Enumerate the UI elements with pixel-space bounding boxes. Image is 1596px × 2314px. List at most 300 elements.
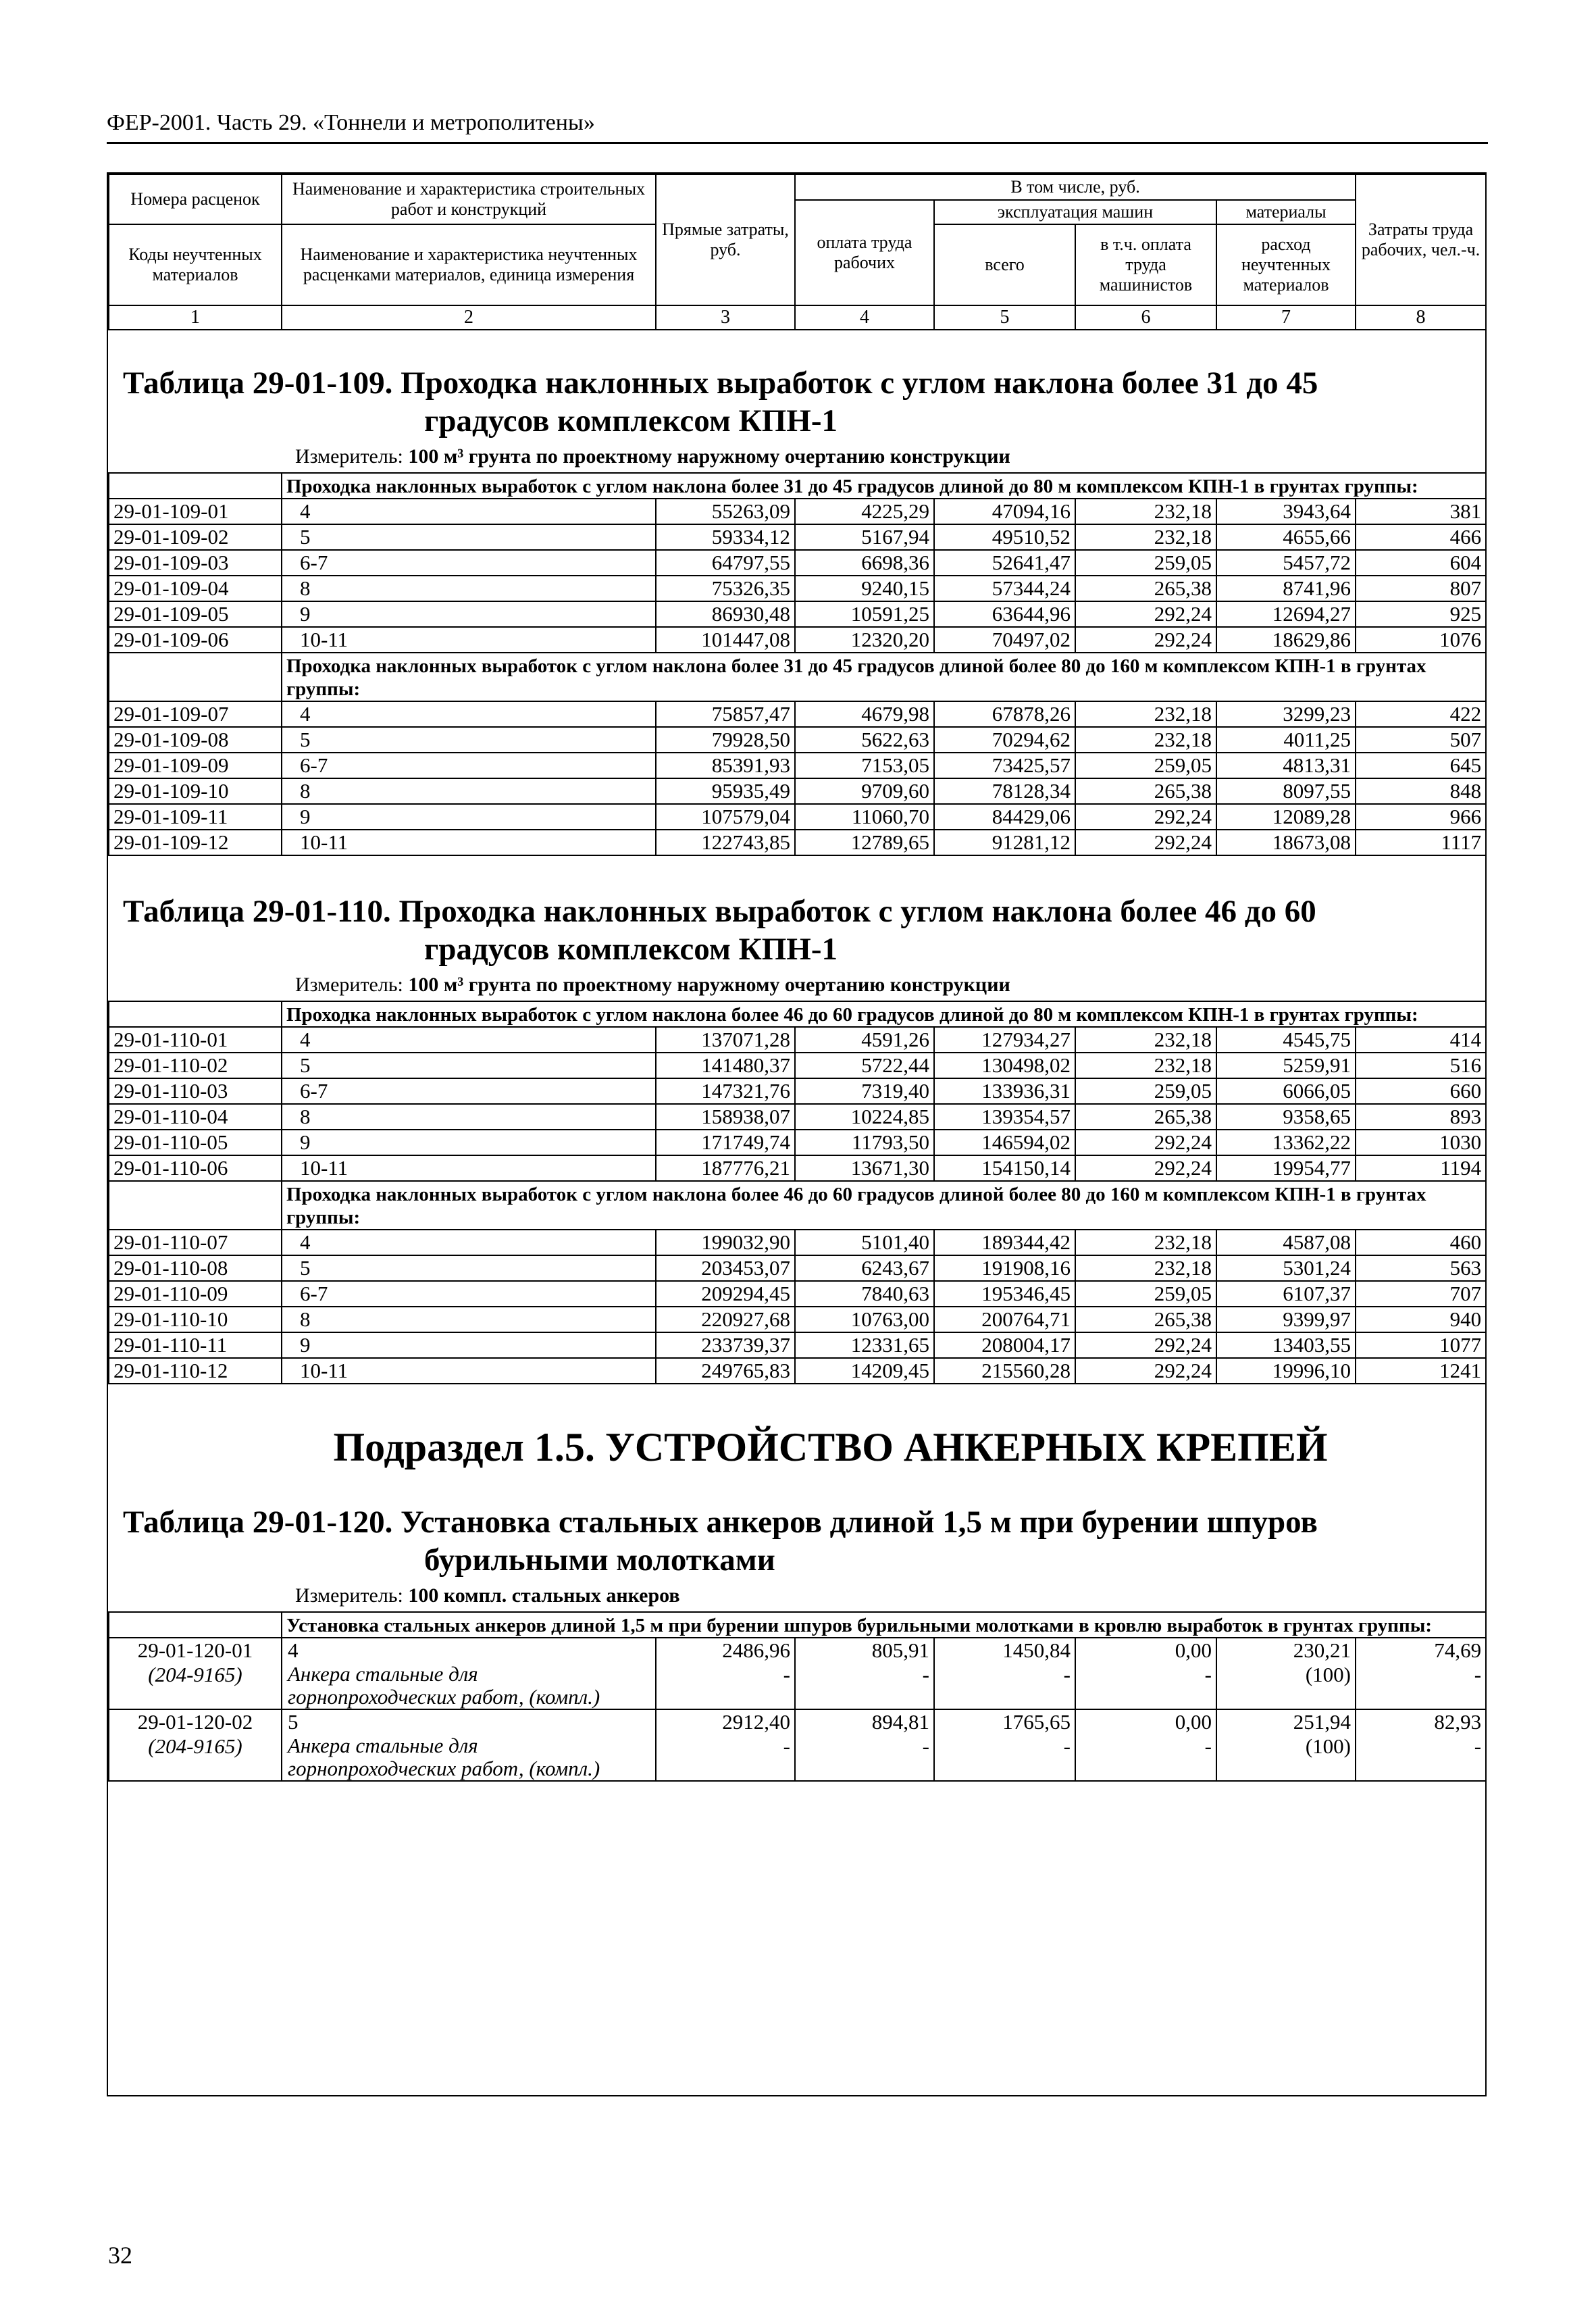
labor-pay: 6243,67 (795, 1255, 934, 1281)
materials-cost: 8741,96 (1216, 576, 1356, 601)
machinists-pay: 259,05 (1075, 753, 1216, 778)
rate-code: 29-01-110-07 (109, 1230, 282, 1255)
material-value: - (795, 1734, 934, 1781)
direct-cost: 141480,37 (656, 1053, 795, 1078)
materials-cost: 5259,91 (1216, 1053, 1356, 1078)
material-name: Анкера стальные для горнопроходческих работ, (компл.) (282, 1734, 656, 1781)
material-name: Анкера стальные для горнопроходческих работ, (компл.) (282, 1663, 656, 1709)
labor-hours: 645 (1356, 753, 1486, 778)
direct-cost: 59334,12 (656, 524, 795, 550)
materials-cost: 19996,10 (1216, 1358, 1356, 1384)
table-120-title-line1: Таблица 29-01-120. Установка стальных анкеров длиной 1,5 м при бурении шпуров (123, 1505, 1318, 1540)
col7-header: расход неучтенных материалов (1216, 224, 1356, 305)
direct-cost: 55263,09 (656, 499, 795, 524)
subheading-empty-cell (109, 1001, 282, 1027)
rate-code: 29-01-110-11 (109, 1332, 282, 1358)
materials-cost: 251,94 (1216, 1709, 1356, 1734)
labor-pay: 10224,85 (795, 1104, 934, 1130)
rate-code: 29-01-120-02 (109, 1709, 282, 1734)
rate-code: 29-01-109-12 (109, 830, 282, 855)
machinists-pay: 259,05 (1075, 1281, 1216, 1307)
table-row (109, 778, 1486, 804)
table-110-title-line2: градусов комплексом КПН-1 (424, 932, 838, 967)
soil-group: 4 (282, 1230, 656, 1255)
labor-hours: 1076 (1356, 627, 1486, 653)
materials-header: материалы (1216, 200, 1356, 224)
machinists-pay: 265,38 (1075, 1307, 1216, 1332)
col-number: 5 (934, 305, 1075, 330)
subsection-title: Подраздел 1.5. УСТРОЙСТВО АНКЕРНЫХ КРЕПЕЙ (333, 1425, 1328, 1469)
col8-header: Затраты труда рабочих, чел.-ч. (1356, 174, 1486, 305)
soil-group: 4 (282, 1638, 656, 1663)
machines-header: эксплуатация машин (934, 200, 1216, 224)
machines-total: 130498,02 (934, 1053, 1075, 1078)
soil-group: 5 (282, 727, 656, 753)
meter-label: Измеритель: (295, 974, 403, 996)
rate-code: 29-01-110-10 (109, 1307, 282, 1332)
soil-group: 9 (282, 601, 656, 627)
machines-total: 52641,47 (934, 550, 1075, 576)
machinists-pay: 232,18 (1075, 1230, 1216, 1255)
rate-code: 29-01-110-08 (109, 1255, 282, 1281)
labor-pay: 5167,94 (795, 524, 934, 550)
machinists-pay: 232,18 (1075, 1027, 1216, 1053)
rate-code: 29-01-109-05 (109, 601, 282, 627)
table-row (109, 1709, 1486, 1734)
labor-hours: 1194 (1356, 1155, 1486, 1181)
materials-cost: 6066,05 (1216, 1078, 1356, 1104)
labor-hours: 604 (1356, 550, 1486, 576)
table-row (109, 524, 1486, 550)
rate-code: 29-01-120-01 (109, 1638, 282, 1663)
soil-group: 4 (282, 499, 656, 524)
direct-cost: 75857,47 (656, 701, 795, 727)
table-110 (108, 1001, 1487, 1384)
machines-total: 49510,52 (934, 524, 1075, 550)
labor-pay: 9709,60 (795, 778, 934, 804)
labor-hours: 460 (1356, 1230, 1486, 1255)
labor-hours: 466 (1356, 524, 1486, 550)
labor-pay: 10763,00 (795, 1307, 934, 1332)
machines-total: 70497,02 (934, 627, 1075, 653)
machinists-pay: 292,24 (1075, 1155, 1216, 1181)
table-row (109, 499, 1486, 524)
rate-code: 29-01-109-02 (109, 524, 282, 550)
machines-total: 78128,34 (934, 778, 1075, 804)
rate-code: 29-01-109-04 (109, 576, 282, 601)
rate-code: 29-01-110-12 (109, 1358, 282, 1384)
subheading-empty-cell (109, 1612, 282, 1638)
machines-total: 1450,84 (934, 1638, 1075, 1663)
machines-total: 139354,57 (934, 1104, 1075, 1130)
material-value: - (1075, 1663, 1216, 1709)
materials-cost: 5301,24 (1216, 1255, 1356, 1281)
materials-cost: 13403,55 (1216, 1332, 1356, 1358)
table-110-title-line1: Таблица 29-01-110. Проходка наклонных выработок с углом наклона более 46 до 60 (123, 894, 1316, 929)
machines-total: 189344,42 (934, 1230, 1075, 1255)
labor-pay: 4679,98 (795, 701, 934, 727)
material-value: - (934, 1663, 1075, 1709)
direct-cost: 199032,90 (656, 1230, 795, 1255)
col-number: 1 (109, 305, 282, 330)
soil-group: 6-7 (282, 1281, 656, 1307)
labor-hours: 707 (1356, 1281, 1486, 1307)
table-row (109, 627, 1486, 653)
table-120-meter (108, 1583, 1485, 1609)
soil-group: 10-11 (282, 627, 656, 653)
soil-group: 10-11 (282, 1358, 656, 1384)
labor-hours: 940 (1356, 1307, 1486, 1332)
table-110-meter (108, 972, 1485, 998)
labor-pay: 7319,40 (795, 1078, 934, 1104)
table-109 (108, 472, 1487, 856)
soil-group: 5 (282, 524, 656, 550)
machines-total: 91281,12 (934, 830, 1075, 855)
machines-total: 84429,06 (934, 804, 1075, 830)
table-row (109, 601, 1486, 627)
machines-total: 67878,26 (934, 701, 1075, 727)
group-header: В том числе, руб. (795, 174, 1356, 200)
direct-cost: 220927,68 (656, 1307, 795, 1332)
meter-value: 100 м³ грунта по проектному наружному очертанию конструкции (408, 445, 1010, 468)
direct-cost: 147321,76 (656, 1078, 795, 1104)
rate-code: 29-01-109-03 (109, 550, 282, 576)
machines-total: 47094,16 (934, 499, 1075, 524)
col6-header: в т.ч. оплата труда машинистов (1075, 224, 1216, 305)
table-row (109, 1155, 1486, 1181)
material-code: (204-9165) (109, 1734, 282, 1781)
subheading-row (109, 1612, 1486, 1638)
meter-value: 100 м³ грунта по проектному наружному очертанию конструкции (408, 974, 1010, 996)
col4-header: оплата труда рабочих (795, 200, 934, 305)
rate-code: 29-01-110-04 (109, 1104, 282, 1130)
labor-hours: 82,93 (1356, 1709, 1486, 1734)
soil-group: 4 (282, 1027, 656, 1053)
rate-code: 29-01-110-05 (109, 1130, 282, 1155)
table-row (109, 1130, 1486, 1155)
machines-total: 133936,31 (934, 1078, 1075, 1104)
rate-code: 29-01-109-06 (109, 627, 282, 653)
material-value: - (656, 1734, 795, 1781)
materials-cost: 18673,08 (1216, 830, 1356, 855)
machines-total: 1765,65 (934, 1709, 1075, 1734)
materials-cost: 4655,66 (1216, 524, 1356, 550)
table-row (109, 1358, 1486, 1384)
table-row (109, 1104, 1486, 1130)
col-number: 7 (1216, 305, 1356, 330)
col-number: 2 (282, 305, 656, 330)
labor-pay: 11060,70 (795, 804, 934, 830)
direct-cost: 187776,21 (656, 1155, 795, 1181)
machines-total: 127934,27 (934, 1027, 1075, 1053)
soil-group: 5 (282, 1255, 656, 1281)
direct-cost: 75326,35 (656, 576, 795, 601)
labor-hours: 660 (1356, 1078, 1486, 1104)
table-120 (108, 1611, 1487, 1782)
rate-code: 29-01-109-09 (109, 753, 282, 778)
labor-hours: 516 (1356, 1053, 1486, 1078)
direct-cost: 233739,37 (656, 1332, 795, 1358)
materials-cost: 4813,31 (1216, 753, 1356, 778)
labor-pay: 805,91 (795, 1638, 934, 1663)
table-109-meter (108, 444, 1485, 470)
soil-group: 10-11 (282, 830, 656, 855)
labor-hours: 966 (1356, 804, 1486, 830)
labor-pay: 13671,30 (795, 1155, 934, 1181)
machines-total: 57344,24 (934, 576, 1075, 601)
running-header: ФЕР-2001. Часть 29. «Тоннели и метрополитены» (107, 110, 595, 135)
labor-pay: 10591,25 (795, 601, 934, 627)
table-row (109, 804, 1486, 830)
soil-group: 5 (282, 1709, 656, 1734)
direct-cost: 107579,04 (656, 804, 795, 830)
labor-hours: 1117 (1356, 830, 1486, 855)
table-row (109, 1281, 1486, 1307)
labor-hours: 925 (1356, 601, 1486, 627)
labor-pay: 7840,63 (795, 1281, 934, 1307)
direct-cost: 137071,28 (656, 1027, 795, 1053)
table-109-title-line1: Таблица 29-01-109. Проходка наклонных выработок с углом наклона более 31 до 45 (123, 366, 1318, 401)
header-rule (107, 142, 1488, 144)
col1-header-b: Коды неучтенных материалов (109, 224, 282, 305)
soil-group: 5 (282, 1053, 656, 1078)
labor-hours: 807 (1356, 576, 1486, 601)
soil-group: 8 (282, 1307, 656, 1332)
subheading-empty-cell (109, 653, 282, 701)
materials-cost: 18629,86 (1216, 627, 1356, 653)
machinists-pay: 265,38 (1075, 778, 1216, 804)
col1-header-a: Номера расценок (109, 174, 282, 224)
table-120-title (108, 1503, 1485, 1579)
materials-cost: 8097,55 (1216, 778, 1356, 804)
rate-code: 29-01-109-10 (109, 778, 282, 804)
column-header-table (108, 174, 1487, 330)
table-row (109, 1307, 1486, 1332)
table-row (109, 1638, 1486, 1663)
rate-code: 29-01-110-06 (109, 1155, 282, 1181)
soil-group: 6-7 (282, 550, 656, 576)
machinists-pay: 265,38 (1075, 576, 1216, 601)
labor-hours: 507 (1356, 727, 1486, 753)
table-row (109, 701, 1486, 727)
labor-pay: 894,81 (795, 1709, 934, 1734)
machinists-pay: 292,24 (1075, 1130, 1216, 1155)
machines-total: 191908,16 (934, 1255, 1075, 1281)
labor-pay: 14209,45 (795, 1358, 934, 1384)
table-row (109, 1078, 1486, 1104)
labor-pay: 4591,26 (795, 1027, 934, 1053)
materials-cost: 9358,65 (1216, 1104, 1356, 1130)
rate-code: 29-01-110-03 (109, 1078, 282, 1104)
machinists-pay: 292,24 (1075, 830, 1216, 855)
labor-pay: 6698,36 (795, 550, 934, 576)
table-row (109, 1230, 1486, 1255)
direct-cost: 95935,49 (656, 778, 795, 804)
material-row (109, 1734, 1486, 1781)
machines-total: 215560,28 (934, 1358, 1075, 1384)
machinists-pay: 0,00 (1075, 1638, 1216, 1663)
direct-cost: 86930,48 (656, 601, 795, 627)
materials-cost: 6107,37 (1216, 1281, 1356, 1307)
labor-pay: 12331,65 (795, 1332, 934, 1358)
direct-cost: 79928,50 (656, 727, 795, 753)
col3-header: Прямые затраты, руб. (656, 174, 795, 305)
direct-cost: 2486,96 (656, 1638, 795, 1663)
subheading-text: Проходка наклонных выработок с углом наклона более 46 до 60 градусов длиной до 80 м комплексом КПН-1 в грунтах группы: (282, 1001, 1486, 1027)
labor-pay: 4225,29 (795, 499, 934, 524)
materials-cost: 230,21 (1216, 1638, 1356, 1663)
table-row (109, 576, 1486, 601)
direct-cost: 85391,93 (656, 753, 795, 778)
soil-group: 9 (282, 804, 656, 830)
col-number: 4 (795, 305, 934, 330)
material-value: - (795, 1663, 934, 1709)
material-value: - (1356, 1734, 1486, 1781)
machinists-pay: 232,18 (1075, 499, 1216, 524)
labor-pay: 5722,44 (795, 1053, 934, 1078)
soil-group: 6-7 (282, 1078, 656, 1104)
materials-cost: 3299,23 (1216, 701, 1356, 727)
direct-cost: 2912,40 (656, 1709, 795, 1734)
subheading-text: Проходка наклонных выработок с углом наклона более 31 до 45 градусов длиной до 80 м комплексом КПН-1 в грунтах группы: (282, 473, 1486, 499)
labor-hours: 848 (1356, 778, 1486, 804)
machinists-pay: 292,24 (1075, 1332, 1216, 1358)
machines-total: 63644,96 (934, 601, 1075, 627)
direct-cost: 158938,07 (656, 1104, 795, 1130)
materials-cost: 12089,28 (1216, 804, 1356, 830)
subheading-empty-cell (109, 473, 282, 499)
materials-cost: 9399,97 (1216, 1307, 1356, 1332)
col2-header-b: Наименование и характеристика неучтенных расценками материалов, единица измерения (282, 224, 656, 305)
labor-pay: 5101,40 (795, 1230, 934, 1255)
materials-cost: 4587,08 (1216, 1230, 1356, 1255)
machinists-pay: 232,18 (1075, 524, 1216, 550)
labor-hours: 1241 (1356, 1358, 1486, 1384)
material-value: - (934, 1734, 1075, 1781)
material-value: (100) (1216, 1734, 1356, 1781)
page-number: 32 (108, 2242, 132, 2269)
labor-pay: 7153,05 (795, 753, 934, 778)
col2-header-a: Наименование и характеристика строительных работ и конструкций (282, 174, 656, 224)
soil-group: 6-7 (282, 753, 656, 778)
table-120-section (108, 1503, 1485, 1782)
meter-label: Измеритель: (295, 445, 403, 468)
soil-group: 8 (282, 778, 656, 804)
table-row (109, 753, 1486, 778)
machinists-pay: 265,38 (1075, 1104, 1216, 1130)
labor-pay: 5622,63 (795, 727, 934, 753)
machinists-pay: 292,24 (1075, 601, 1216, 627)
material-row (109, 1663, 1486, 1709)
materials-cost: 3943,64 (1216, 499, 1356, 524)
labor-hours: 74,69 (1356, 1638, 1486, 1663)
soil-group: 8 (282, 1104, 656, 1130)
soil-group: 9 (282, 1332, 656, 1358)
material-code: (204-9165) (109, 1663, 282, 1709)
machines-total: 208004,17 (934, 1332, 1075, 1358)
subheading-text: Установка стальных анкеров длиной 1,5 м при бурении шпуров бурильными молотками в кровлю выработок в грунтах группы: (282, 1612, 1486, 1638)
material-value: - (1075, 1734, 1216, 1781)
meter-value: 100 компл. стальных анкеров (408, 1584, 680, 1607)
col-number: 8 (1356, 305, 1486, 330)
materials-cost: 19954,77 (1216, 1155, 1356, 1181)
subheading-empty-cell (109, 1181, 282, 1230)
table-110-section (108, 892, 1485, 1384)
materials-cost: 13362,22 (1216, 1130, 1356, 1155)
machinists-pay: 259,05 (1075, 550, 1216, 576)
direct-cost: 203453,07 (656, 1255, 795, 1281)
table-120-title-line2: бурильными молотками (424, 1542, 775, 1578)
machinists-pay: 232,18 (1075, 1053, 1216, 1078)
direct-cost: 101447,08 (656, 627, 795, 653)
machinists-pay: 259,05 (1075, 1078, 1216, 1104)
labor-hours: 422 (1356, 701, 1486, 727)
table-row (109, 1332, 1486, 1358)
machinists-pay: 0,00 (1075, 1709, 1216, 1734)
labor-hours: 1030 (1356, 1130, 1486, 1155)
labor-hours: 381 (1356, 499, 1486, 524)
table-109-title-line2: градусов комплексом КПН-1 (424, 403, 838, 438)
table-109-section (108, 364, 1485, 856)
direct-cost: 122743,85 (656, 830, 795, 855)
table-row (109, 830, 1486, 855)
material-value: - (1356, 1663, 1486, 1709)
direct-cost: 171749,74 (656, 1130, 795, 1155)
subheading-row (109, 473, 1486, 499)
labor-pay: 12320,20 (795, 627, 934, 653)
materials-cost: 5457,72 (1216, 550, 1356, 576)
rate-code: 29-01-109-01 (109, 499, 282, 524)
table-row (109, 1255, 1486, 1281)
labor-pay: 12789,65 (795, 830, 934, 855)
soil-group: 8 (282, 576, 656, 601)
table-109-title (108, 364, 1485, 440)
machines-total: 200764,71 (934, 1307, 1075, 1332)
machinists-pay: 232,18 (1075, 701, 1216, 727)
machinists-pay: 292,24 (1075, 627, 1216, 653)
rate-code: 29-01-109-07 (109, 701, 282, 727)
table-row (109, 1027, 1486, 1053)
machinists-pay: 292,24 (1075, 1358, 1216, 1384)
labor-pay: 11793,50 (795, 1130, 934, 1155)
soil-group: 4 (282, 701, 656, 727)
direct-cost: 249765,83 (656, 1358, 795, 1384)
rate-code: 29-01-110-02 (109, 1053, 282, 1078)
subheading-text: Проходка наклонных выработок с углом наклона более 46 до 60 градусов длиной более 80 до 160 м комплексом КПН-1 в грунтах группы: (282, 1181, 1486, 1230)
main-frame (107, 172, 1487, 2096)
machinists-pay: 232,18 (1075, 1255, 1216, 1281)
soil-group: 10-11 (282, 1155, 656, 1181)
table-row (109, 550, 1486, 576)
machines-total: 195346,45 (934, 1281, 1075, 1307)
rate-code: 29-01-109-11 (109, 804, 282, 830)
subheading-row (109, 1001, 1486, 1027)
subheading-text: Проходка наклонных выработок с углом наклона более 31 до 45 градусов длиной более 80 до 160 м комплексом КПН-1 в грунтах группы: (282, 653, 1486, 701)
col5-header: всего (934, 224, 1075, 305)
machines-total: 146594,02 (934, 1130, 1075, 1155)
material-value: - (656, 1663, 795, 1709)
machinists-pay: 232,18 (1075, 727, 1216, 753)
rate-code: 29-01-109-08 (109, 727, 282, 753)
meter-label: Измеритель: (295, 1584, 403, 1607)
direct-cost: 209294,45 (656, 1281, 795, 1307)
table-row (109, 1053, 1486, 1078)
col-number: 6 (1075, 305, 1216, 330)
direct-cost: 64797,55 (656, 550, 795, 576)
materials-cost: 4011,25 (1216, 727, 1356, 753)
labor-hours: 1077 (1356, 1332, 1486, 1358)
machines-total: 73425,57 (934, 753, 1075, 778)
